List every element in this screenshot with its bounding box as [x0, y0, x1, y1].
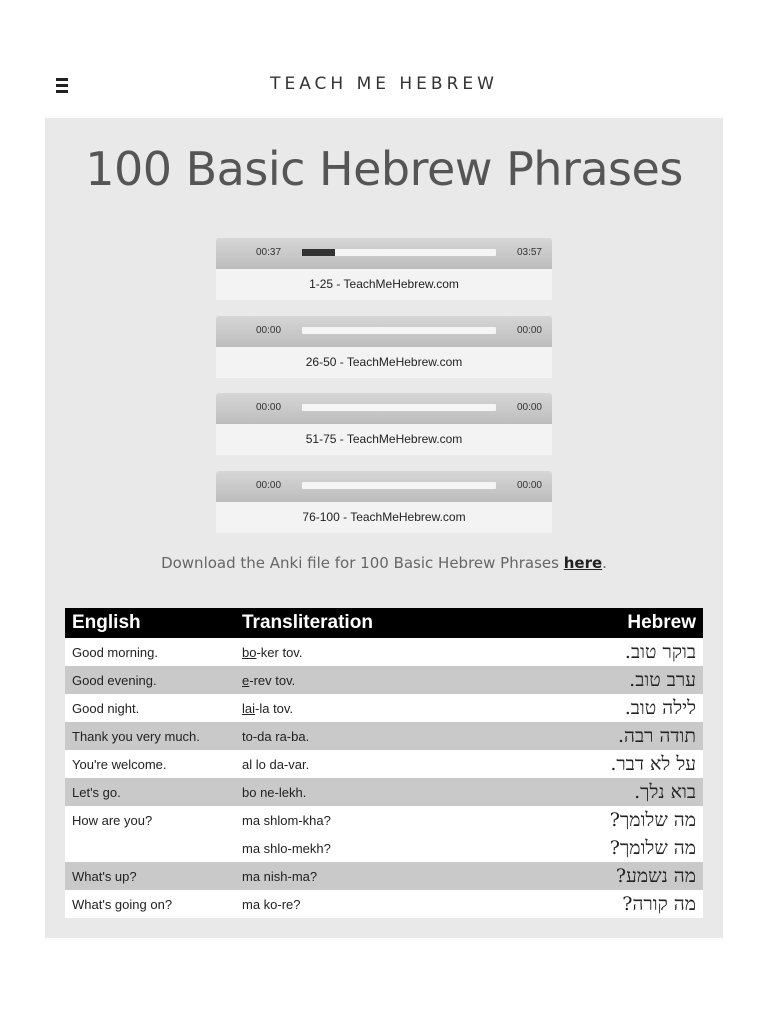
progress-track[interactable]	[302, 404, 496, 411]
track-title: 1-25 - TeachMeHebrew.com	[216, 269, 552, 300]
transliteration-rest: to-da ra-ba.	[242, 728, 310, 744]
player-controls	[216, 471, 552, 502]
progress-track[interactable]	[302, 249, 496, 256]
english-cell: Good morning.	[65, 638, 235, 666]
progress-fill	[302, 249, 335, 256]
hebrew-cell: תודה רבה.	[442, 722, 703, 750]
english-cell: What's going on?	[65, 890, 235, 918]
download-text	[45, 554, 723, 572]
header-transliteration: Transliteration	[235, 608, 442, 638]
transliteration-cell	[235, 722, 442, 750]
player-controls	[216, 238, 552, 269]
stressed-syllable: lai	[242, 700, 256, 716]
transliteration-cell	[235, 666, 442, 694]
table-row	[65, 806, 703, 834]
audio-player	[216, 238, 552, 300]
hebrew-cell: על לא דבר.	[442, 750, 703, 778]
header-english: English	[65, 608, 235, 638]
transliteration-cell	[235, 806, 442, 834]
transliteration-rest: ma shlo-mekh?	[242, 840, 331, 856]
track-title: 76-100 - TeachMeHebrew.com	[216, 502, 552, 533]
current-time: 00:37	[256, 247, 282, 258]
table-header-row	[65, 608, 703, 638]
english-cell: Thank you very much.	[65, 722, 235, 750]
current-time: 00:00	[256, 480, 282, 491]
current-time: 00:00	[256, 325, 282, 336]
duration-time: 00:00	[516, 325, 542, 336]
table-row	[65, 834, 703, 862]
table-row	[65, 890, 703, 918]
player-controls	[216, 393, 552, 424]
transliteration-cell	[235, 834, 442, 862]
transliteration-rest: -la tov.	[255, 700, 294, 716]
progress-track[interactable]	[302, 482, 496, 489]
transliteration-cell	[235, 638, 442, 666]
hebrew-cell: בוקר טוב.	[442, 638, 703, 666]
table-row	[65, 666, 703, 694]
transliteration-rest: ma nish-ma?	[242, 868, 318, 884]
stressed-syllable: bo	[242, 644, 257, 660]
transliteration-rest: al lo da-var.	[242, 756, 310, 772]
transliteration-cell	[235, 694, 442, 722]
transliteration-cell	[235, 890, 442, 918]
main-content	[45, 118, 723, 938]
english-cell: You're welcome.	[65, 750, 235, 778]
hebrew-cell: בוא נלך.	[442, 778, 703, 806]
hebrew-cell: ערב טוב.	[442, 666, 703, 694]
english-cell: Good evening.	[65, 666, 235, 694]
audio-player	[216, 393, 552, 455]
transliteration-rest: -ker tov.	[256, 644, 303, 660]
hebrew-cell: מה נשמע?	[442, 862, 703, 890]
transliteration-rest: bo ne-lekh.	[242, 784, 307, 800]
english-cell: How are you?	[65, 806, 235, 834]
transliteration-rest: ma shlom-kha?	[242, 812, 331, 828]
stressed-syllable: e	[242, 672, 250, 688]
site-header	[0, 0, 768, 118]
page-title: 100 Basic Hebrew Phrases	[85, 142, 683, 196]
track-title: 51-75 - TeachMeHebrew.com	[216, 424, 552, 455]
hebrew-cell: לילה טוב.	[442, 694, 703, 722]
track-title: 26-50 - TeachMeHebrew.com	[216, 347, 552, 378]
english-cell: What's up?	[65, 862, 235, 890]
duration-time: 03:57	[516, 247, 542, 258]
transliteration-cell	[235, 778, 442, 806]
table-row	[65, 722, 703, 750]
transliteration-cell	[235, 750, 442, 778]
duration-time: 00:00	[516, 480, 542, 491]
phrases-table	[65, 608, 703, 918]
table-row	[65, 778, 703, 806]
download-suffix: .	[602, 554, 607, 572]
table-row	[65, 750, 703, 778]
english-cell	[65, 834, 235, 862]
audio-player	[216, 316, 552, 378]
hebrew-cell: מה שלומך?	[442, 806, 703, 834]
english-cell: Good night.	[65, 694, 235, 722]
audio-player	[216, 471, 552, 533]
hebrew-cell: מה קורה?	[442, 890, 703, 918]
table-row	[65, 694, 703, 722]
table-row	[65, 638, 703, 666]
english-cell: Let's go.	[65, 778, 235, 806]
site-title[interactable]: TEACH ME HEBREW	[270, 74, 498, 94]
table-row	[65, 862, 703, 890]
header-hebrew: Hebrew	[442, 608, 703, 638]
progress-track[interactable]	[302, 327, 496, 334]
download-prefix: Download the Anki file for 100 Basic Hebrew Phrases	[161, 554, 564, 572]
download-link[interactable]: here	[563, 554, 603, 572]
transliteration-rest: ma ko-re?	[242, 896, 301, 912]
transliteration-cell	[235, 862, 442, 890]
hebrew-cell: מה שלומך?	[442, 834, 703, 862]
player-controls	[216, 316, 552, 347]
transliteration-rest: -rev tov.	[249, 672, 296, 688]
current-time: 00:00	[256, 402, 282, 413]
duration-time: 00:00	[516, 402, 542, 413]
